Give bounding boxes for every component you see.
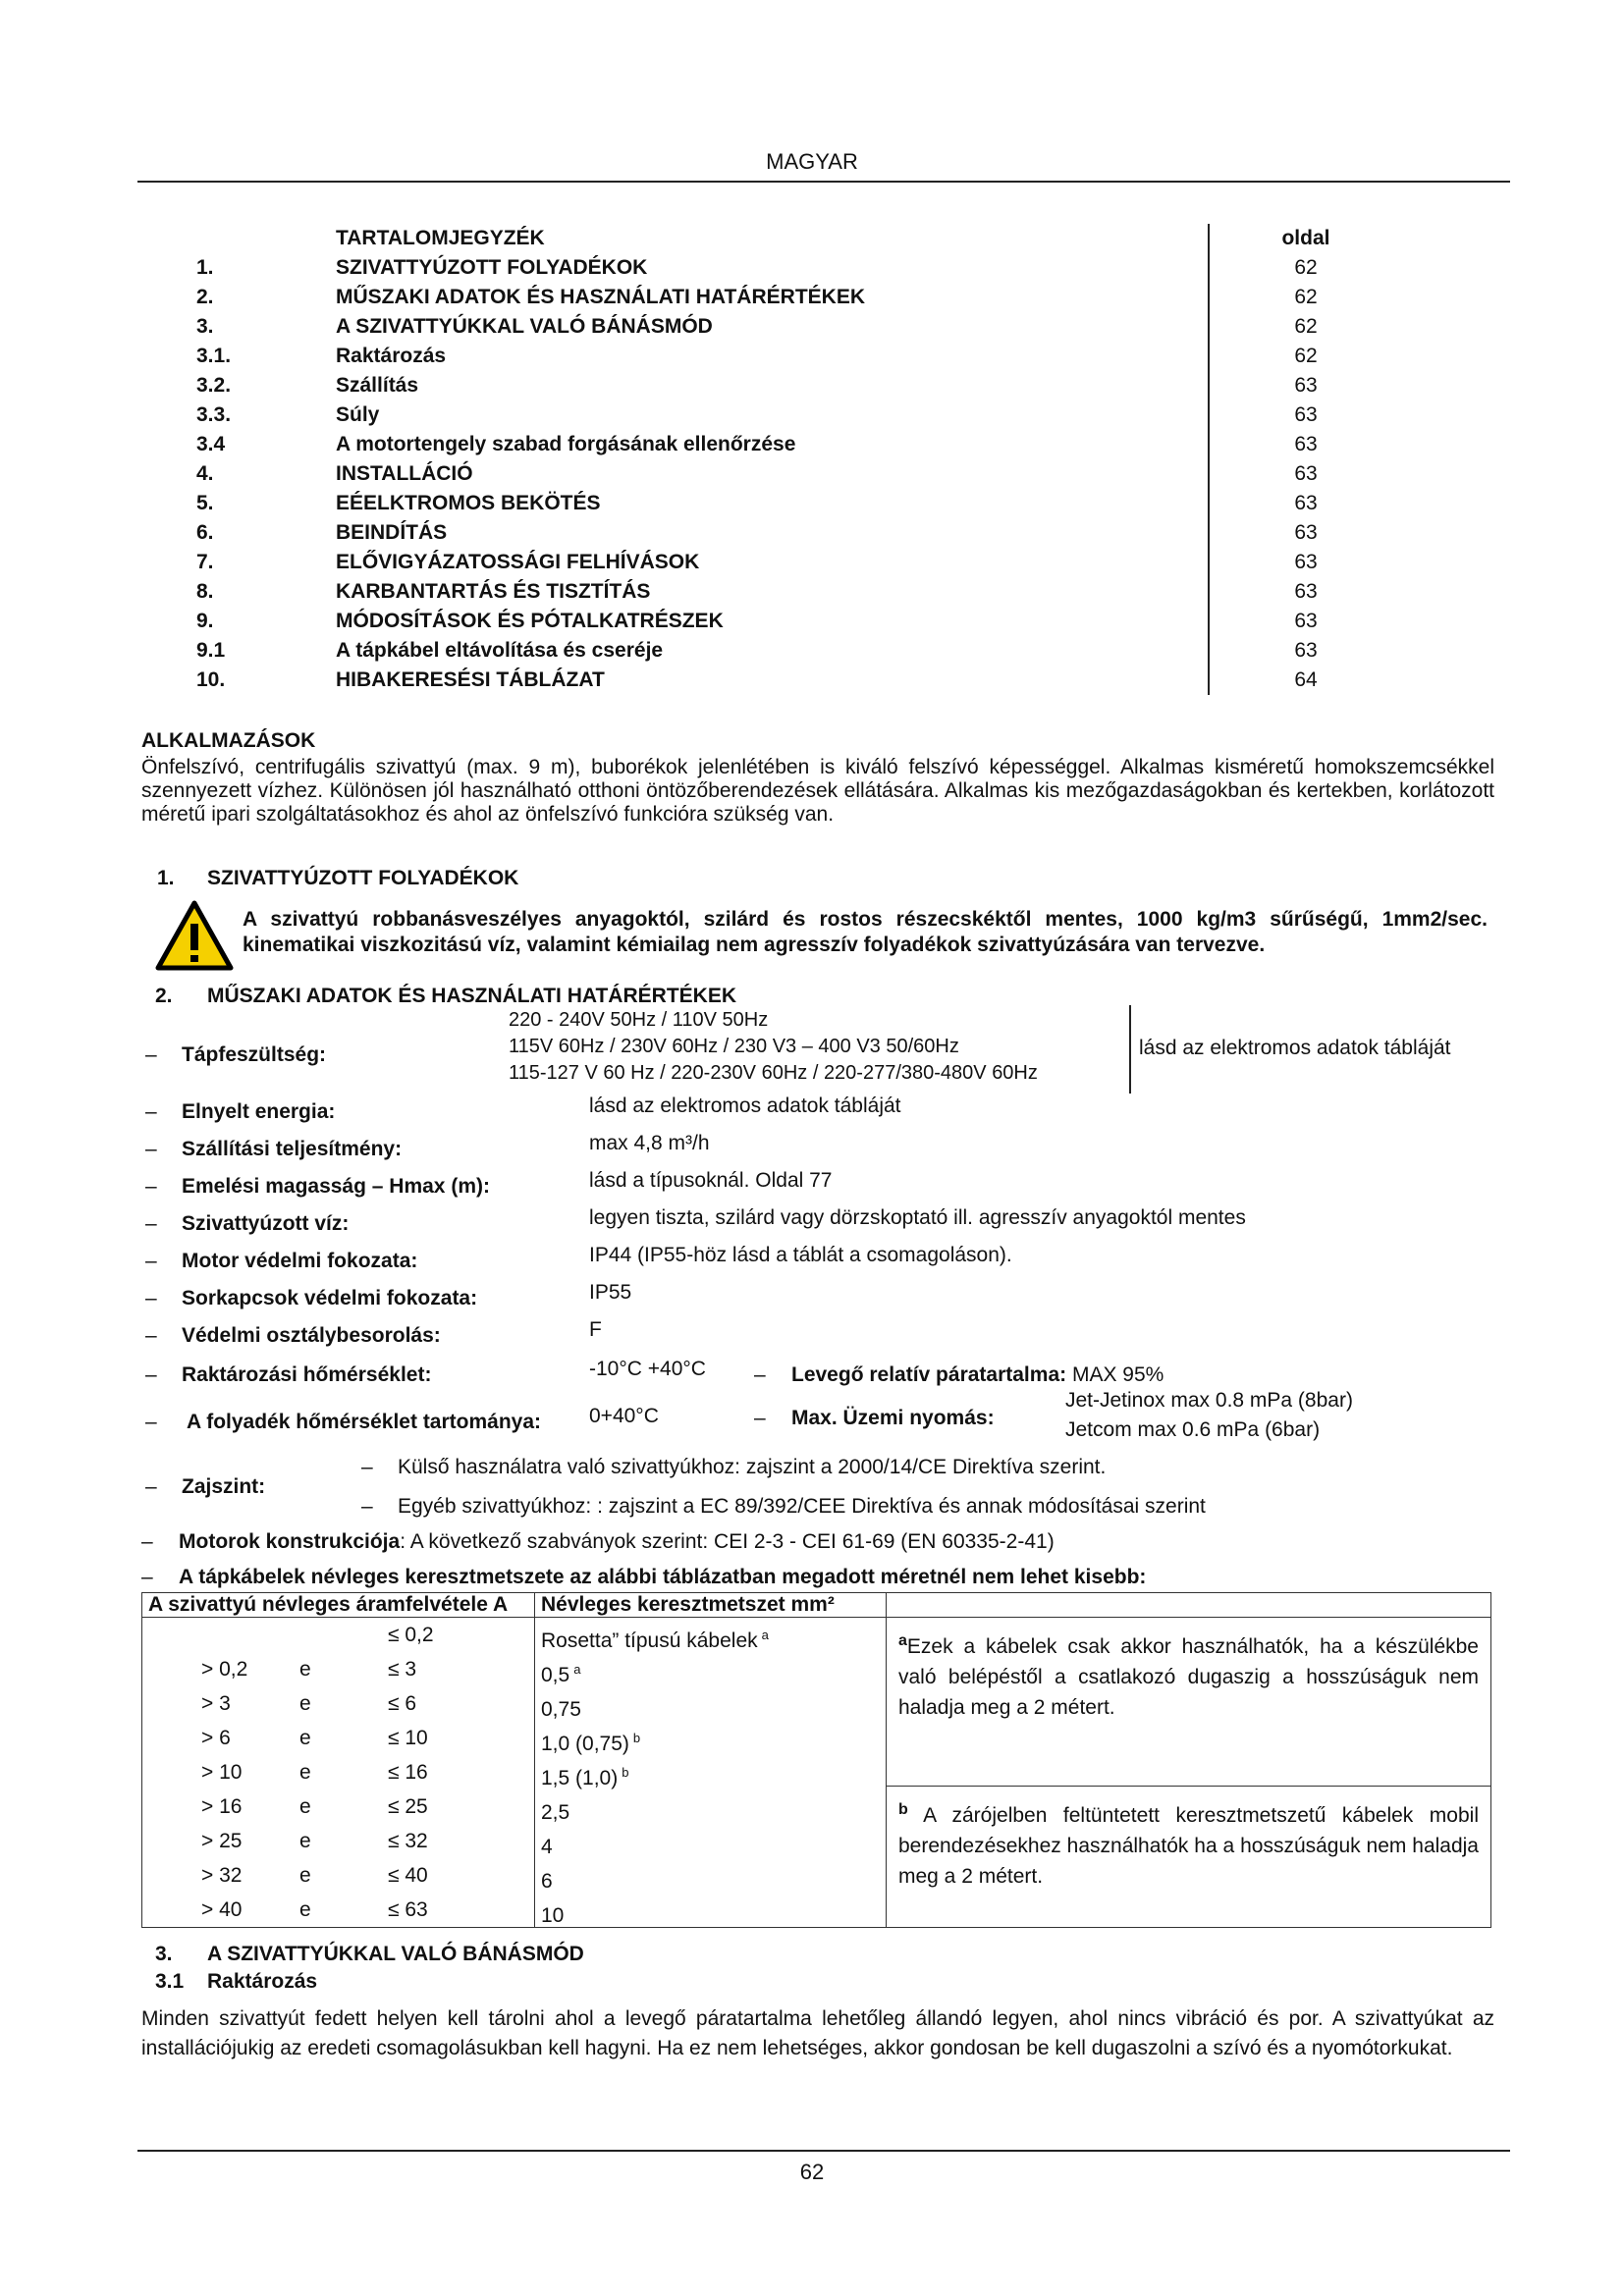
toc-item-number: 9.	[196, 610, 214, 632]
humidity-dash: –	[754, 1363, 766, 1386]
toc-item-page: 63	[1294, 403, 1318, 426]
current-range-and: e	[299, 1795, 311, 1818]
current-range-gt: > 3	[201, 1692, 231, 1715]
section-footnote-mark: a	[761, 1628, 769, 1642]
noise-label: Zajszint:	[182, 1475, 266, 1498]
col-header-current: A szivattyú névleges áramfelvétele A	[142, 1593, 535, 1618]
current-range-and: e	[299, 1658, 311, 1681]
humidity-label: Levegő relatív páratartalma:	[791, 1363, 1067, 1386]
noise-line1: Külső használatra való szivattyúkhoz: zajszint a 2000/14/CE Direktíva szerint.	[398, 1456, 1107, 1478]
toc-item-page: 63	[1294, 433, 1318, 455]
section-value: 0,75	[541, 1698, 581, 1721]
fluid-temp-value: 0+40°C	[589, 1405, 659, 1427]
noise-line2-dash: –	[361, 1495, 373, 1518]
cable-intro-dash: –	[141, 1566, 153, 1588]
spec-label: Szállítási teljesítmény:	[182, 1138, 403, 1160]
section-value: 6	[541, 1870, 553, 1893]
toc-item-number: 4.	[196, 462, 214, 485]
spec-value: lásd a típusoknál. Oldal 77	[589, 1169, 833, 1192]
current-range-and: e	[299, 1898, 311, 1921]
current-range-le: ≤ 25	[388, 1795, 428, 1818]
current-range-row	[142, 1789, 534, 1824]
section3-1-title: Raktározás	[207, 1970, 318, 1993]
toc-item-number: 3.	[196, 315, 214, 338]
section-value: 10	[541, 1904, 565, 1927]
fluid-temp-label-text: A folyadék hőmérséklet tartománya:	[187, 1411, 542, 1433]
note-b	[887, 1787, 1490, 1892]
spec-label: Elnyelt energia:	[182, 1100, 336, 1123]
toc-item-number: 3.4	[196, 433, 226, 455]
current-range-row	[142, 1755, 534, 1789]
section3-1-number: 3.1	[155, 1970, 185, 1993]
section-value: 4	[541, 1836, 553, 1858]
noise-dash: –	[145, 1475, 157, 1498]
current-range-le: ≤ 63	[388, 1898, 428, 1921]
toc-item-page: 64	[1294, 668, 1318, 691]
toc-item-title: Raktározás	[336, 345, 447, 367]
fluid-temp-label	[187, 1408, 541, 1437]
current-range-le: ≤ 40	[388, 1864, 428, 1887]
current-range-gt: > 6	[201, 1727, 231, 1749]
pressure-value-1: Jet-Jetinox max 0.8 mPa (8bar)	[1065, 1389, 1353, 1412]
current-range-le: ≤ 32	[388, 1830, 428, 1852]
spec-label: Sorkapcsok védelmi fokozata:	[182, 1287, 478, 1309]
spec-label: Motor védelmi fokozata:	[182, 1250, 418, 1272]
section3-title: A SZIVATTYÚKKAL VALÓ BÁNÁSMÓD	[207, 1943, 584, 1965]
cable-table	[141, 1592, 1491, 1928]
toc-item-number: 2.	[196, 286, 214, 308]
current-range-le: ≤ 6	[388, 1692, 417, 1715]
toc-item-number: 5.	[196, 492, 214, 514]
current-ranges-cell	[142, 1618, 535, 1928]
toc-item-number: 7.	[196, 551, 214, 573]
section-value-row	[541, 1755, 880, 1789]
current-range-gt: > 32	[201, 1864, 243, 1887]
section-footnote-mark: a	[573, 1662, 581, 1677]
spec-dash: –	[145, 1363, 157, 1386]
spec-dash: –	[145, 1287, 157, 1309]
current-range-row	[142, 1652, 534, 1686]
toc-item-page: 62	[1294, 315, 1318, 338]
note-a-mark: a	[898, 1632, 907, 1649]
toc-item-page: 63	[1294, 580, 1318, 603]
toc-item-page: 63	[1294, 492, 1318, 514]
warning-text-line2: kinematikai viszkozitású víz, valamint kémiailag nem agresszív folyadékok szivattyúzására van tervezve.	[243, 934, 1266, 956]
applications-text: Önfelszívó, centrifugális szivattyú (max. 9 m), buborékok jelenlétében is kiváló felszívó képességgel. Alkalmas kisméretű homokszemcsékkel szennyezett vízhez. Különösen jól használható otthoni öntözőberendezések ellátására. Alkalmas kis mezőgazdaságokban és kertekben, korlátozott méretű ipari szolgáltatásokhoz és ahol az önfelszívó funkcióra szükség van.	[141, 756, 1494, 826]
toc-item-title: A SZIVATTYÚKKAL VALÓ BÁNÁSMÓD	[336, 315, 713, 338]
note-a-text: Ezek a kábelek csak akkor használhatók, ha a készülékbe való belépéstől a csatlakozó dugaszig a hosszúságuk nem haladja meg a 2 métert.	[898, 1635, 1479, 1719]
voltage-divider	[1129, 1005, 1131, 1094]
page-header: MAGYAR	[766, 149, 858, 174]
col-header-section: Névleges keresztmetszet mm²	[535, 1593, 887, 1618]
section-value: 0,5	[541, 1664, 570, 1686]
current-range-le: ≤ 3	[388, 1658, 417, 1681]
current-range-gt: > 25	[201, 1830, 243, 1852]
toc-item-title: ELŐVIGYÁZATOSSÁGI FELHÍVÁSOK	[336, 551, 700, 573]
voltage-values	[509, 1007, 1038, 1087]
spec-value: legyen tiszta, szilárd vagy dörzskoptató ill. agresszív anyagoktól mentes	[589, 1206, 1246, 1229]
toc-item-title: INSTALLÁCIÓ	[336, 462, 473, 485]
motor-dash: –	[141, 1530, 153, 1553]
pressure-value-2: Jetcom max 0.6 mPa (6bar)	[1065, 1418, 1321, 1441]
current-range-row	[142, 1618, 534, 1652]
toc-item-number: 9.1	[196, 639, 226, 662]
current-range-le: ≤ 16	[388, 1761, 428, 1784]
section-value-row	[541, 1686, 880, 1721]
spec-dash: –	[145, 1100, 157, 1123]
spec-dash: –	[145, 1250, 157, 1272]
toc-item-title: HIBAKERESÉSI TÁBLÁZAT	[336, 668, 605, 691]
spec-dash: –	[145, 1175, 157, 1198]
footer-rule	[137, 2150, 1510, 2152]
spec-label: Védelmi osztálybesorolás:	[182, 1324, 441, 1347]
current-range-and: e	[299, 1692, 311, 1715]
cable-table-header-row	[142, 1593, 1491, 1618]
section-value-row	[541, 1893, 880, 1927]
cable-intro: A tápkábelek névleges keresztmetszete az alábbi táblázatban megadott méretnél nem lehet kisebb:	[179, 1566, 1147, 1588]
toc-divider	[1208, 224, 1210, 695]
col-header-notes	[887, 1593, 1491, 1618]
motor-value: : A következő szabványok szerint: CEI 2-3 - CEI 61-69 (EN 60335-2-41)	[400, 1530, 1055, 1553]
spec-value: IP44 (IP55-höz lásd a táblát a csomagoláson).	[589, 1244, 1012, 1266]
section-value: 1,5 (1,0)	[541, 1767, 619, 1789]
warning-icon	[155, 900, 234, 971]
toc-item-number: 6.	[196, 521, 214, 544]
toc-item-page: 62	[1294, 286, 1318, 308]
noise-line1-dash: –	[361, 1456, 373, 1478]
toc-item-page: 63	[1294, 610, 1318, 632]
toc-item-number: 3.1.	[196, 345, 232, 367]
spec-value: F	[589, 1318, 602, 1341]
toc-item-title: A motortengely szabad forgásának ellenőrzése	[336, 433, 796, 455]
current-range-gt: > 0,2	[201, 1658, 248, 1681]
toc-item-title: EÉELKTROMOS BEKÖTÉS	[336, 492, 601, 514]
voltage-label: Tápfeszültség:	[182, 1043, 327, 1066]
toc-item-number: 10.	[196, 668, 226, 691]
motor-label: Motorok konstrukciója	[179, 1530, 401, 1553]
current-range-and: e	[299, 1761, 311, 1784]
current-range-le: ≤ 0,2	[388, 1624, 434, 1646]
note-b-mark: b	[898, 1801, 908, 1818]
toc-item-title: A tápkábel eltávolítása és cseréje	[336, 639, 664, 662]
toc-item-page: 63	[1294, 462, 1318, 485]
toc-item-title: BEINDÍTÁS	[336, 521, 448, 544]
current-range-row	[142, 1893, 534, 1927]
section-value-row	[541, 1721, 880, 1755]
section1-number: 1.	[157, 867, 175, 889]
section2-title: MŰSZAKI ADATOK ÉS HASZNÁLATI HATÁRÉRTÉKEK	[207, 985, 736, 1007]
spec-dash: –	[145, 1138, 157, 1160]
toc-title: TARTALOMJEGYZÉK	[336, 227, 545, 249]
toc-item-page: 63	[1294, 374, 1318, 397]
spec-label: Emelési magasság – Hmax (m):	[182, 1175, 490, 1198]
voltage-line-1: 220 - 240V 50Hz / 110V 50Hz	[509, 1009, 769, 1031]
spec-label: Szivattyúzott víz:	[182, 1212, 350, 1235]
fluid-temp-dash: –	[145, 1411, 157, 1433]
toc-item-page: 63	[1294, 521, 1318, 544]
spec-value: lásd az elektromos adatok tábláját	[589, 1095, 901, 1117]
voltage-line-3: 115-127 V 60 Hz / 220-230V 60Hz / 220-277/380-480V 60Hz	[509, 1062, 1038, 1084]
current-range-gt: > 10	[201, 1761, 243, 1784]
note-a	[887, 1618, 1490, 1787]
section-footnote-mark: b	[632, 1731, 641, 1745]
voltage-note: lásd az elektromos adatok tábláját	[1139, 1037, 1451, 1059]
section-value-row	[541, 1824, 880, 1858]
notes-cell	[887, 1618, 1491, 1928]
current-range-and: e	[299, 1830, 311, 1852]
noise-line2: Egyéb szivattyúkhoz: : zajszint a EC 89/392/CEE Direktíva és annak módosításai szerint	[398, 1495, 1206, 1518]
section-values-cell	[535, 1618, 887, 1928]
toc-item-number: 3.3.	[196, 403, 232, 426]
spec-label: Raktározási hőmérséklet:	[182, 1363, 432, 1386]
current-range-row	[142, 1686, 534, 1721]
toc-item-number: 1.	[196, 256, 214, 279]
humidity-value: MAX 95%	[1066, 1363, 1164, 1386]
toc-item-number: 8.	[196, 580, 214, 603]
pressure-label: Max. Üzemi nyomás:	[791, 1407, 995, 1429]
toc-item-title: MÓDOSÍTÁSOK ÉS PÓTALKATRÉSZEK	[336, 610, 724, 632]
section-footnote-mark: b	[622, 1765, 629, 1780]
spec-value: IP55	[589, 1281, 632, 1304]
section-value: Rosetta” típusú kábelek	[541, 1629, 758, 1652]
current-range-row	[142, 1824, 534, 1858]
toc-page-label: oldal	[1281, 227, 1330, 249]
toc-item-title: KARBANTARTÁS ÉS TISZTÍTÁS	[336, 580, 651, 603]
toc-item-title: MŰSZAKI ADATOK ÉS HASZNÁLATI HATÁRÉRTÉKEK	[336, 286, 865, 308]
current-range-le: ≤ 10	[388, 1727, 428, 1749]
current-range-row	[142, 1858, 534, 1893]
section-value-row	[541, 1618, 880, 1652]
toc-item-title: Súly	[336, 403, 380, 426]
toc-item-page: 63	[1294, 639, 1318, 662]
pressure-values	[1065, 1386, 1353, 1445]
current-range-and: e	[299, 1727, 311, 1749]
current-range-gt: > 40	[201, 1898, 243, 1921]
toc-item-title: Szállítás	[336, 374, 419, 397]
note-b-text: A zárójelben feltüntetett keresztmetszetű kábelek mobil berendezésekhez használhatók ha a hosszúságuk nem haladja meg a 2 métert.	[898, 1804, 1479, 1888]
spec-value: -10°C +40°C	[589, 1358, 706, 1380]
section2-number: 2.	[155, 985, 173, 1007]
page-number: 62	[799, 2160, 825, 2184]
current-range-row	[142, 1721, 534, 1755]
section-value-row	[541, 1789, 880, 1824]
current-range-gt: > 16	[201, 1795, 243, 1818]
toc-item-page: 62	[1294, 345, 1318, 367]
section-value: 2,5	[541, 1801, 570, 1824]
spec-dash: –	[145, 1324, 157, 1347]
header-rule	[137, 181, 1510, 183]
applications-title: ALKALMAZÁSOK	[141, 729, 316, 752]
cable-table-body-row	[142, 1618, 1491, 1928]
toc-item-number: 3.2.	[196, 374, 232, 397]
toc-item-page: 63	[1294, 551, 1318, 573]
spec-dash: –	[145, 1212, 157, 1235]
toc-item-title: SZIVATTYÚZOTT FOLYADÉKOK	[336, 256, 648, 279]
section-value-row	[541, 1652, 880, 1686]
spec-value: max 4,8 m³/h	[589, 1132, 710, 1154]
current-range-and: e	[299, 1864, 311, 1887]
toc-item-page: 62	[1294, 256, 1318, 279]
section-value: 1,0 (0,75)	[541, 1733, 629, 1755]
voltage-dash: –	[145, 1043, 157, 1066]
pressure-dash: –	[754, 1407, 766, 1429]
voltage-line-2: 115V 60Hz / 230V 60Hz / 230 V3 – 400 V3 50/60Hz	[509, 1036, 959, 1057]
section-value-row	[541, 1858, 880, 1893]
section3-number: 3.	[155, 1943, 173, 1965]
storage-text: Minden szivattyút fedett helyen kell tárolni ahol a levegő páratartalma lehetőleg állandó legyen, ahol nincs vibráció és por. A szivattyúkat az installációjukig az eredeti csomagolásukban kell hagyni. Ha ez nem lehetséges, akkor gondosan be kell dugaszolni a szívó és a nyomótorkukat.	[141, 2007, 1494, 2059]
section1-title: SZIVATTYÚZOTT FOLYADÉKOK	[207, 867, 519, 889]
warning-text-line1: A szivattyú robbanásveszélyes anyagoktól, szilárd és rostos részecskéktől mentes, 1000 kg/m3 sűrűségű, 1mm2/sec.	[243, 908, 1488, 931]
motor-construction	[179, 1527, 1055, 1557]
